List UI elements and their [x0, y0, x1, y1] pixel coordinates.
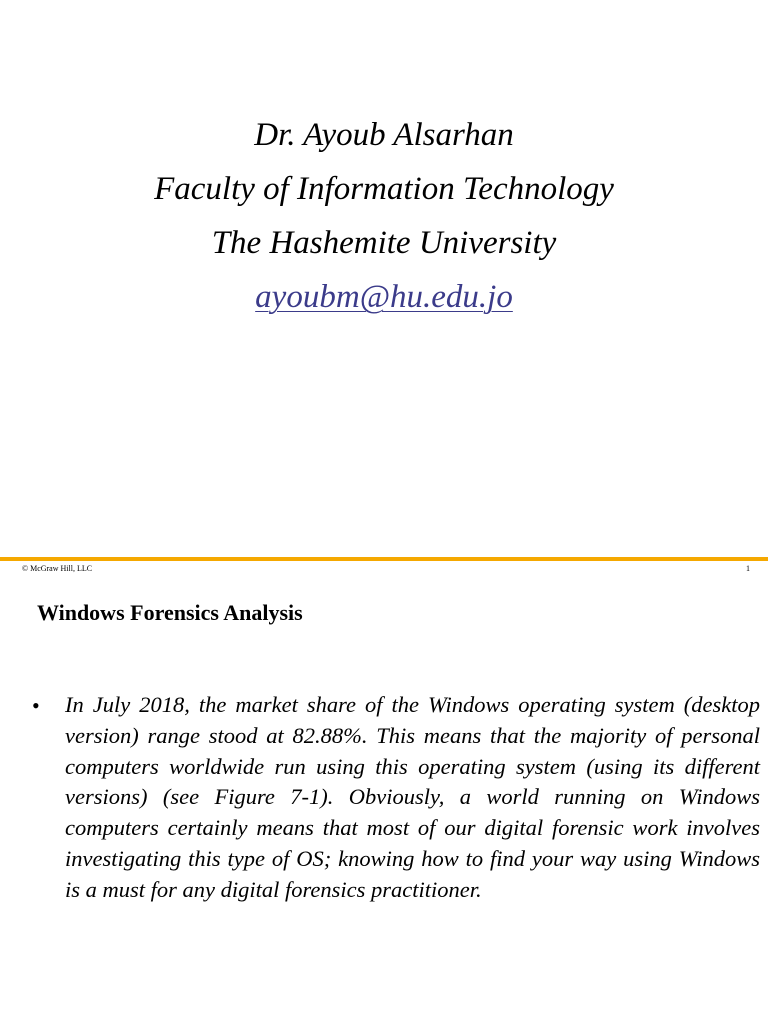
page-number: 1	[746, 564, 750, 573]
faculty-name: Faculty of Information Technology	[154, 171, 614, 207]
author-name: Dr. Ayoub Alsarhan	[254, 117, 514, 153]
body-paragraph: In July 2018, the market share of the Windows operating system (desktop version) range stood at 82.88%. This means that the majority of personal computers worldwide run using this operating system (using its different versions) (see Figure 7-1). Obviously, a world running on Windows computers certainly means that most of our digital forensic work involves investigating this type of OS; knowing how to find your way using Windows is a must for any digital forensics practitioner.	[65, 692, 760, 902]
section-heading: Windows Forensics Analysis	[37, 600, 303, 625]
university-name: The Hashemite University	[211, 225, 557, 261]
title-block	[0, 108, 768, 324]
slide-divider	[0, 557, 768, 561]
bullet-marker: •	[32, 693, 40, 718]
email-link[interactable]: ayoubm@hu.edu.jo	[255, 279, 513, 315]
copyright-footer: © McGraw Hill, LLC	[22, 564, 93, 573]
